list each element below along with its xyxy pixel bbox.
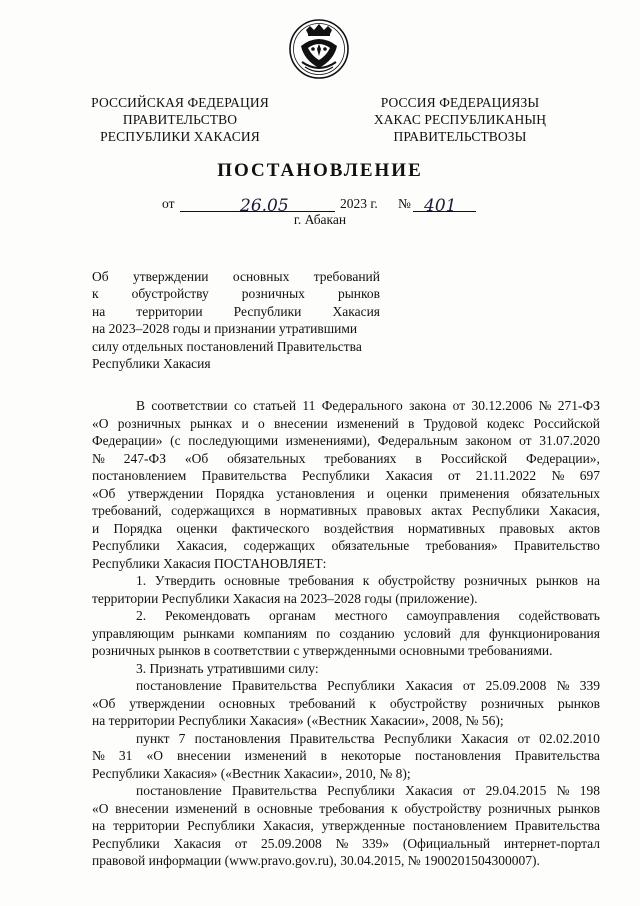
body-word: обязательных — [521, 485, 600, 501]
body-word: «Об — [92, 485, 116, 501]
body-word: «О — [92, 800, 109, 816]
body-line — [92, 765, 600, 783]
body-word: «Об — [92, 695, 116, 711]
body-word: на — [586, 573, 600, 588]
body-line — [92, 817, 600, 835]
body-word: по — [316, 625, 331, 641]
body-word: управляющим — [92, 625, 175, 641]
body-word: содержащих — [243, 538, 316, 553]
body-word: Федерации», — [526, 450, 600, 466]
body-word: о — [257, 415, 265, 431]
body-word: в — [407, 415, 415, 431]
body-word: Хакасия — [385, 468, 433, 483]
body-line — [92, 520, 600, 538]
body-word: рынков — [535, 573, 578, 588]
body-word: рынков — [557, 695, 600, 711]
body-word: Республики Хакасия ПОСТАНОВЛЯЕТ: — [92, 555, 327, 571]
body-word: 31 — [118, 748, 133, 763]
body-word: обязательных — [227, 450, 306, 466]
subject-word: на — [92, 303, 106, 319]
body-line — [92, 485, 600, 503]
body-word: к — [391, 800, 398, 816]
header-right-line: РОССИЯ ФЕДЕРАЦИЯЗЫ — [380, 95, 540, 110]
body-line — [92, 432, 600, 450]
body-word: 31.07.2020 — [539, 433, 600, 448]
body-word: Российской — [440, 450, 508, 466]
body-word: кодекс — [486, 415, 525, 431]
body-word: «О — [146, 748, 163, 763]
body-word: Республики — [327, 678, 395, 693]
header-left-line: РОССИЙСКАЯ ФЕДЕРАЦИЯ — [91, 95, 269, 110]
body-word: Правительства — [201, 468, 287, 483]
body-word: 697 — [579, 468, 600, 483]
body-word: условий — [403, 625, 451, 641]
body-word: для — [460, 625, 480, 641]
body-word: Правительство — [514, 538, 600, 553]
body-word: № — [92, 748, 105, 763]
body-word: Порядка — [113, 520, 163, 536]
body-line — [92, 397, 600, 415]
body-word: рынками — [183, 625, 235, 641]
body-word: требования — [319, 800, 385, 816]
header-left-line: РЕСПУБЛИКИ ХАКАСИЯ — [100, 129, 260, 144]
body-line — [92, 677, 600, 695]
header-russian — [80, 94, 280, 145]
body-line — [92, 415, 600, 433]
body-word: применения — [439, 485, 510, 501]
body-word: 30.12.2006 — [471, 398, 533, 413]
body-word: воздействия — [323, 520, 394, 536]
body-word: последующими — [188, 433, 279, 448]
body-word: постановление — [136, 678, 222, 693]
body-word: розничных — [464, 573, 528, 588]
body-word: в — [264, 503, 271, 518]
body-word: от — [452, 398, 466, 413]
header-right-line: ПРАВИТЕЛЬСТВОЗЫ — [393, 129, 527, 144]
body-word: изменений — [175, 800, 238, 816]
body-word: функционирования — [489, 625, 600, 641]
body-word: Трудовой — [423, 415, 478, 431]
body-word: 11 — [302, 398, 316, 413]
body-line — [92, 590, 600, 608]
body-word: в — [320, 748, 327, 763]
body-line — [92, 625, 600, 643]
body-word: интернет-портал — [503, 835, 600, 851]
body-word: в — [415, 450, 422, 466]
subject-word: основных — [232, 269, 290, 284]
header-khakas — [360, 94, 560, 145]
body-word: Республики — [327, 783, 395, 798]
body-word: внесении — [176, 748, 231, 763]
body-line — [92, 660, 600, 678]
subject-word: Хакасия — [332, 303, 380, 319]
body-word: некоторые — [341, 748, 401, 763]
subject-word: розничных — [241, 286, 305, 302]
document-subject — [92, 268, 380, 372]
body-word: № — [551, 468, 565, 483]
body-word: постановления — [194, 730, 281, 746]
body-word: Порядка — [215, 485, 265, 501]
body-word: нормативных — [407, 520, 486, 536]
body-word: Правительства — [514, 748, 600, 763]
body-word: Хакасия — [460, 730, 509, 746]
body-line — [92, 712, 600, 730]
body-word: 2. — [136, 608, 147, 623]
body-word: правовых — [366, 503, 422, 518]
body-word: в — [243, 800, 251, 816]
subject-word: утверждении — [132, 269, 209, 284]
body-word: обустройству — [378, 573, 456, 588]
body-word: постановлением — [412, 818, 508, 833]
body-line — [92, 502, 600, 520]
body-word: территории Республики Хакасия на 2023–2028 годы (приложение). — [92, 590, 478, 606]
subject-word: обустройству — [131, 286, 209, 302]
body-word: постановления — [414, 748, 501, 763]
body-word: № — [92, 450, 105, 466]
body-word: Хакасия — [405, 783, 453, 798]
body-word: «О — [92, 415, 109, 431]
subject-line — [92, 303, 380, 320]
body-word: (с — [170, 433, 181, 448]
subject-word: Об — [92, 269, 109, 284]
body-word: Хакасия, — [176, 538, 228, 553]
body-word: Хакасия — [405, 678, 453, 693]
body-word: местного — [334, 608, 388, 623]
body-word: 339» — [362, 835, 390, 851]
body-word: 7 — [178, 730, 186, 746]
subject-word: территории — [136, 303, 203, 319]
body-word: соответствии — [151, 398, 228, 413]
body-word: рынках — [190, 415, 233, 431]
document-body — [92, 397, 600, 870]
body-word: к — [369, 695, 376, 711]
body-word: от — [234, 835, 248, 851]
body-word: и — [92, 520, 100, 536]
body-word: Республики — [92, 835, 160, 851]
body-word: обустройству — [404, 800, 482, 816]
body-word: 247-ФЗ — [123, 450, 166, 466]
header-left-line: ПРАВИТЕЛЬСТВО — [122, 112, 238, 127]
body-word: нормативных — [279, 503, 358, 518]
body-word: содержащихся — [171, 503, 255, 518]
body-word: № — [335, 835, 349, 851]
body-word: розничных — [488, 800, 552, 816]
subject-line — [92, 268, 380, 285]
number-sign: № — [398, 196, 411, 211]
subject-word: рынков — [337, 286, 380, 302]
body-line — [92, 467, 600, 485]
body-word: утвержденные — [321, 818, 406, 833]
document-type-title: ПОСТАНОВЛЕНИЕ — [217, 160, 423, 181]
body-word: изменений — [244, 748, 307, 763]
body-word: актов — [568, 520, 600, 536]
subject-word: требований — [313, 269, 380, 284]
body-word: и — [241, 415, 249, 431]
body-word: 21.11.2022 — [475, 468, 537, 483]
body-word: 02.02.2010 — [539, 730, 600, 746]
body-word: Утвердить — [154, 573, 216, 588]
body-word: Федерального — [321, 398, 403, 413]
body-word: Федерации» — [92, 433, 163, 448]
subject-line — [92, 338, 380, 355]
body-line — [92, 572, 600, 590]
body-word: внесении — [273, 415, 328, 431]
body-word: 25.09.2008 — [485, 678, 547, 693]
body-word: 198 — [579, 783, 600, 798]
body-word: основные — [256, 800, 313, 816]
body-word: № — [556, 783, 570, 798]
body-word: к — [362, 573, 370, 588]
body-word: Республики — [471, 503, 540, 518]
body-word: Рекомендовать — [165, 608, 251, 623]
body-word: созданию — [339, 625, 395, 641]
body-word: законом — [465, 433, 512, 448]
body-word: № — [538, 398, 552, 413]
body-word: от — [519, 433, 532, 448]
body-word: основных — [218, 695, 276, 711]
body-line — [92, 835, 600, 853]
body-word: оценки — [176, 520, 218, 536]
body-word: от — [447, 468, 461, 483]
body-word: Республики — [187, 818, 255, 833]
body-word: 1. — [136, 573, 147, 588]
subject-word: Республики Хакасия — [92, 356, 211, 372]
body-word: требований, — [92, 503, 162, 518]
body-word: 271-ФЗ — [557, 398, 600, 413]
body-line — [92, 642, 600, 660]
body-word: требования» — [425, 538, 498, 553]
body-word: от — [462, 783, 476, 798]
city: г. Абакан — [293, 212, 347, 227]
body-word: закона — [409, 398, 447, 413]
body-word: правовых — [499, 520, 555, 536]
body-word: Хакасия, — [549, 503, 600, 518]
body-word: розничных — [480, 695, 545, 711]
body-line — [92, 782, 600, 800]
body-word: территории — [113, 818, 180, 833]
body-word: рынков — [557, 800, 600, 816]
header-right-line: ХАКАС РЕСПУБЛИКАНЫҢ — [373, 112, 547, 127]
body-word: Хакасия — [173, 835, 221, 851]
body-word: пункт — [136, 730, 170, 746]
body-word: содействовать — [518, 608, 600, 623]
subject-word: Республики — [233, 303, 302, 319]
year-text: 2023 г. — [340, 196, 378, 211]
body-word: 3. Признать утратившими силу: — [136, 660, 319, 676]
body-word: изменений — [336, 415, 399, 431]
body-word: 25.09.2008 — [260, 835, 322, 851]
body-word: Республики — [301, 468, 370, 483]
body-word: фактического — [231, 520, 310, 536]
body-word: Республики — [92, 538, 160, 553]
body-word: «Об — [184, 450, 209, 466]
body-word: обязательные — [331, 538, 410, 553]
body-word: Хакасия, — [262, 818, 314, 833]
body-word: постановлением — [92, 468, 187, 483]
body-word: розничных — [117, 415, 181, 431]
body-word: Правительства — [231, 678, 317, 693]
body-word: актах — [431, 503, 463, 518]
body-line — [92, 555, 600, 573]
body-word: правовой информации (www.pravo.gov.ru), 30.04.2015, № 1900201504300007). — [92, 853, 540, 868]
body-word: основные — [224, 573, 280, 588]
subject-word: к — [92, 286, 99, 302]
body-word: Правительства — [515, 818, 600, 833]
date-number-line — [0, 192, 640, 214]
body-word: компаниям — [243, 625, 307, 641]
body-word: постановление — [136, 783, 222, 798]
body-line — [92, 607, 600, 625]
body-word: требования — [288, 573, 354, 588]
body-line — [92, 852, 600, 870]
subject-word: силу отдельных постановлений Правительства — [92, 338, 362, 354]
subject-line — [92, 320, 380, 337]
body-word: Правительства — [289, 730, 375, 746]
body-word: утверждении — [127, 485, 204, 501]
body-word: 29.04.2015 — [485, 783, 547, 798]
body-word: 339 — [579, 678, 600, 693]
body-word: розничных рынков в соответствии с утвержденными основными требованиями. — [92, 643, 553, 658]
body-word: изменениями), — [285, 433, 371, 448]
body-line — [92, 730, 600, 748]
body-word: и — [367, 485, 375, 501]
body-word: от — [517, 730, 530, 746]
handwritten-date: 26.05 — [240, 196, 289, 216]
date-prefix: от — [162, 196, 175, 211]
body-word: Правительства — [231, 783, 317, 798]
subject-word: на 2023–2028 годы и признании утратившими — [92, 321, 358, 337]
body-word: Федеральным — [377, 433, 458, 448]
body-word: от — [462, 678, 476, 693]
body-word: № — [556, 678, 570, 693]
body-line — [92, 450, 600, 468]
body-word: оценки — [386, 485, 428, 501]
body-word: (Официальный — [402, 835, 491, 851]
body-word: Республики — [383, 730, 452, 746]
subject-line — [92, 285, 380, 302]
subject-line — [92, 355, 380, 372]
body-word: установления — [276, 485, 355, 501]
coat-of-arms-icon — [288, 18, 350, 80]
body-line — [92, 800, 600, 818]
body-word: органам — [269, 608, 316, 623]
body-word: на — [92, 818, 106, 833]
body-word: В — [136, 398, 146, 413]
body-word: со — [233, 398, 247, 413]
body-line — [92, 747, 600, 765]
body-word: на территории Республики Хакасия» («Вестник Хакасии», 2008, № 56); — [92, 713, 504, 728]
body-word: внесении — [115, 800, 169, 816]
body-word: обустройству — [389, 695, 468, 711]
body-word: статьей — [253, 398, 297, 413]
body-word: утверждении — [129, 695, 205, 711]
body-word: Российской — [533, 415, 600, 431]
body-line — [92, 537, 600, 555]
body-word: требований — [289, 695, 356, 711]
body-word: Республики Хакасия» («Вестник Хакасии», 2010, № 8); — [92, 765, 411, 781]
body-word: самоуправления — [406, 608, 500, 623]
body-line — [92, 695, 600, 713]
body-word: требованиях — [324, 450, 397, 466]
handwritten-number: 401 — [424, 196, 457, 216]
